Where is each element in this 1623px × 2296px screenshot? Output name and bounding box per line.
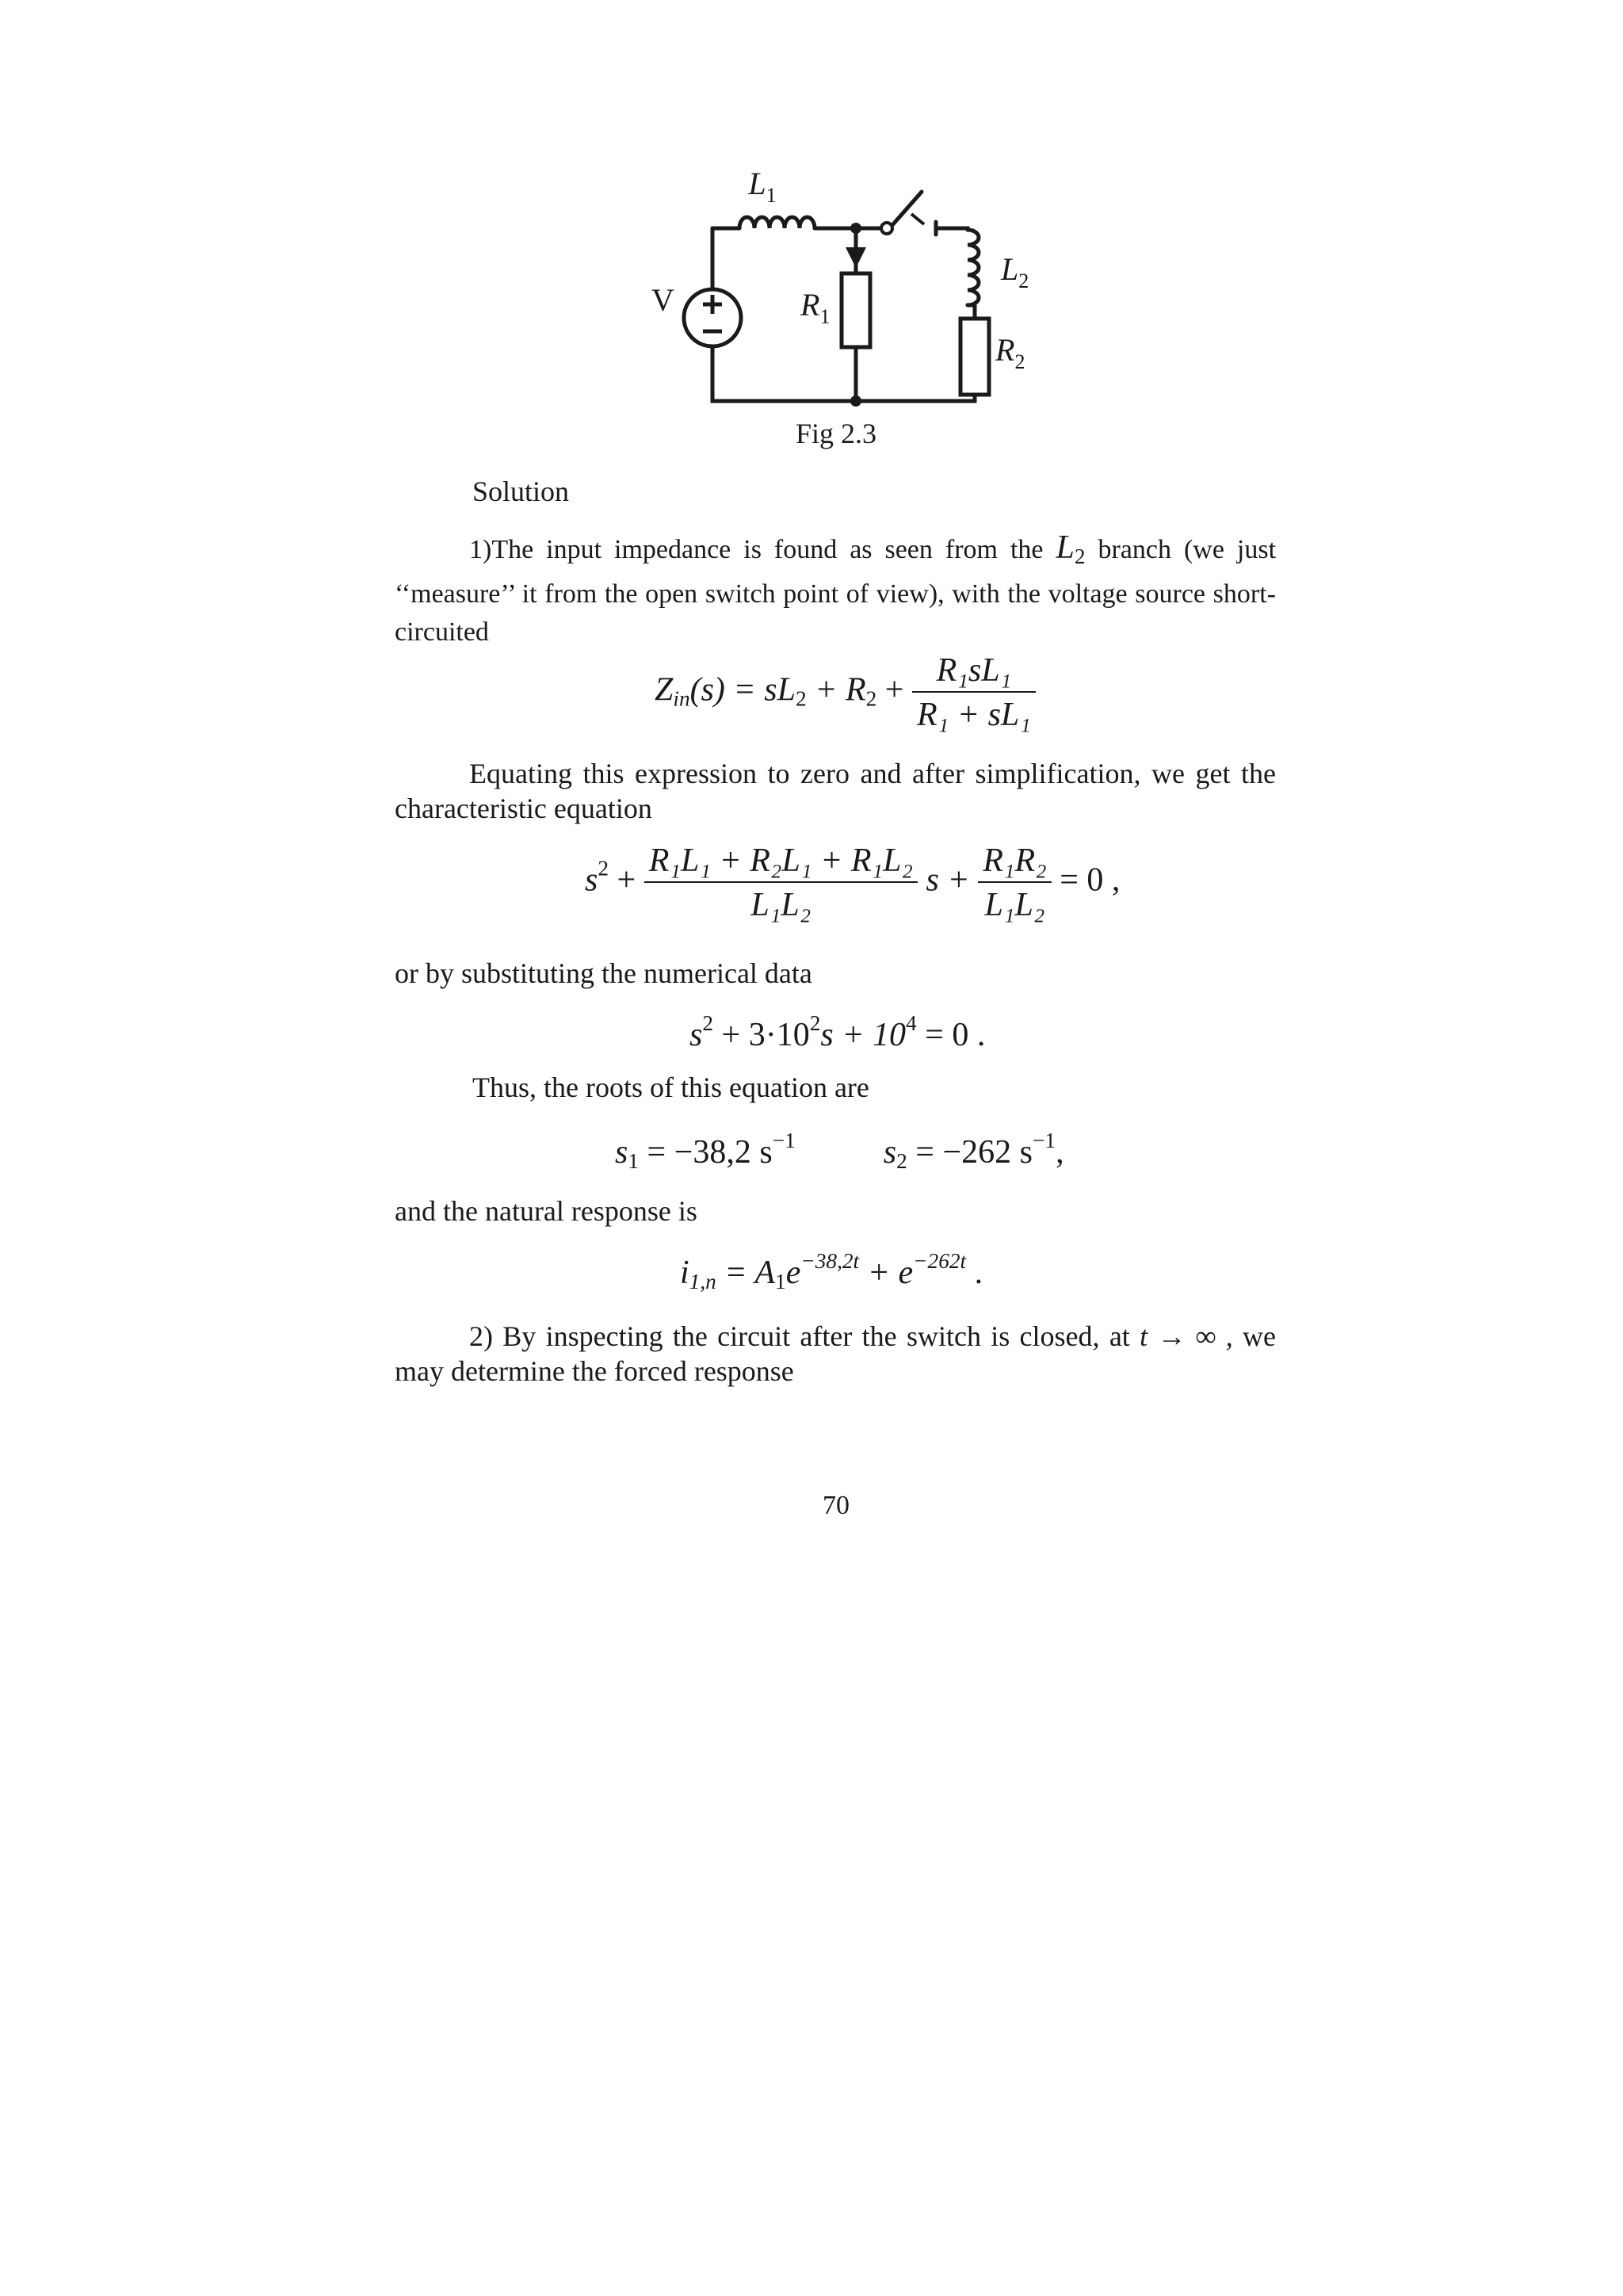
paragraph-6: 2) By inspecting the circuit after the switch is closed, at t → ∞ , we may determine the forced response <box>395 1320 1277 1387</box>
root-s1: $s_1 = -38,2$ $s^{-1}$ <box>615 1129 796 1173</box>
equation-characteristic: $s^2$ + $\frac{\text{R₁L₁ + R₂L₁ + R₁L₂}}{\text{L₁L₂}}$ s + $\frac{\text{R₁R₂}}{\text{L₁L₂}}$ = 0 , <box>585 842 1121 923</box>
node-bottom <box>850 395 861 407</box>
wire-top-right <box>936 228 968 230</box>
root-s2: $s_2 = -262$ $s^{-1}$, <box>883 1129 1064 1173</box>
resistor-r1 <box>842 273 870 347</box>
label-r1: $R_1$ <box>800 287 831 328</box>
wire-l2-r2 <box>968 305 975 319</box>
equation-zin: $Z_{in}(s) = sL_2 + R_2$ + $\frac{\text{R₁sL₁}}{\text{R₁ + sL₁}}$ <box>655 651 1036 734</box>
figure-caption: Fig 2.3 <box>796 418 877 449</box>
fraction-1: $\frac{\text{R₁L₁ + R₂L₁ + R₁L₂}}{\text{L₁L₂}}$ <box>644 842 918 924</box>
label-l2: $L_2$ <box>1001 251 1029 292</box>
node-top <box>850 223 861 234</box>
limit-expression: t → ∞ , <box>1140 1320 1233 1352</box>
fraction-2: $\frac{\text{R₁R₂}}{\text{L₁L₂}}$ <box>978 842 1052 924</box>
current-arrow <box>846 247 866 268</box>
inductor-l1 <box>739 217 815 228</box>
paragraph-2: Equating this expression to zero and after simplification, we get the characteristic equation <box>395 758 1276 824</box>
paragraph-1: 1)The input impedance is found as seen from the $L_2$ branch (we just ‘‘measure’’ it from the open switch point of view), with the voltage source short-circuited <box>395 529 1277 647</box>
circuit-diagram <box>634 159 1046 420</box>
resistor-r2 <box>960 319 989 395</box>
equation-natural-response: $i_{1,n} = A_1e^{-38,2t} + e^{-262t}$ . <box>680 1249 983 1293</box>
paragraph-5: and the natural response is <box>395 1195 697 1227</box>
section-heading: Solution <box>472 476 570 507</box>
equation-roots <box>615 1129 1064 1174</box>
switch-pivot <box>881 223 892 234</box>
var-l2: $L_2$ <box>1056 529 1086 568</box>
fraction-zin: $\frac{\text{R₁sL₁}}{\text{R₁ + sL₁}}$ <box>912 651 1036 734</box>
page-number: 70 <box>823 1491 850 1520</box>
paragraph-3: or by substituting the numerical data <box>395 957 812 989</box>
label-l1: $L_1$ <box>748 166 777 207</box>
equation-numeric: $s^2 + 3\cdot 10^2s + 10^4 = 0$ . <box>689 1011 986 1054</box>
label-v: V <box>651 282 674 318</box>
inductor-l2 <box>968 230 979 305</box>
label-r2: $R_2$ <box>995 332 1025 373</box>
paragraph-4: Thus, the roots of this equation are <box>472 1072 869 1103</box>
